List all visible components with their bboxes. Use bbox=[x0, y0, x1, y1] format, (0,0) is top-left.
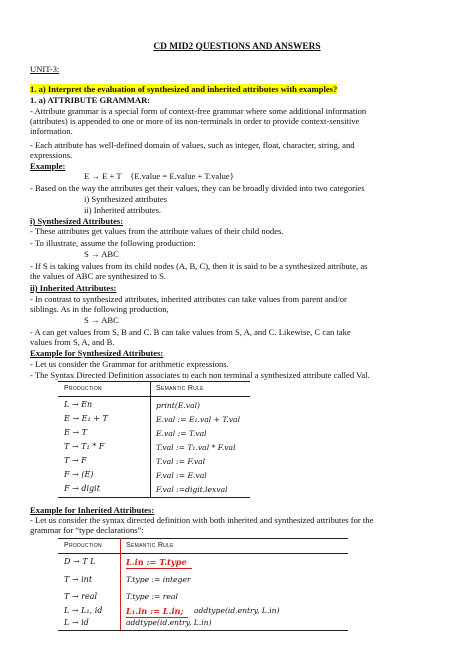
table1-row3-rule: E.val := T.val bbox=[156, 429, 207, 438]
question-text bbox=[30, 84, 337, 94]
para1-line2: (attributes) is appended to one or more of its non-terminals in order to provide context-sensitive bbox=[30, 116, 360, 126]
table1-top-rule bbox=[58, 381, 250, 382]
table2-header-rule: Semantic Rule bbox=[126, 542, 174, 549]
table1-row1-production: L → En bbox=[64, 400, 93, 409]
table2-row2-rule: T.type := integer bbox=[126, 575, 191, 584]
table2-row2-production: T → int bbox=[64, 575, 93, 584]
para2-line1: - Each attribute has well-defined domain of values, such as integer, float, character, string, and bbox=[30, 140, 355, 150]
inherited-production: S → ABC bbox=[84, 315, 119, 325]
inherited-p2-line1: - A can get values from S, B and C. B can take values from S, A, and C. Likewise, C can take bbox=[30, 327, 351, 337]
example-inherited-heading: Example for Inherited Attributes: bbox=[30, 505, 155, 515]
synthesized-production: S → ABC bbox=[84, 249, 119, 259]
example-production: E → E + T {E.value = E.value + T.value} bbox=[84, 171, 234, 181]
table2-row5-rule: addtype(id.entry, L.in) bbox=[126, 618, 212, 627]
table1-row7-rule: F.val :=digit.lexval bbox=[156, 485, 228, 494]
question-highlight: 1. a) Interpret the evaluation of synthesized and inherited attributes with examples? bbox=[30, 84, 338, 94]
unit-heading: UNIT-3: bbox=[30, 64, 60, 74]
inherited-p1-line2: siblings. As in the following production, bbox=[30, 304, 169, 314]
category-synthesized: i) Synthesized attributes bbox=[84, 194, 168, 204]
table2-row4-production: L → L₁, id bbox=[64, 606, 103, 615]
para1-line3: information. bbox=[30, 126, 73, 136]
table1-column-divider bbox=[150, 381, 151, 497]
table1-row5-rule: T.val := F.val bbox=[156, 457, 206, 466]
para1-line1: - Attribute grammar is a special form of context-free grammar where some additional information bbox=[30, 106, 367, 116]
table2-row1-underline bbox=[126, 568, 192, 569]
table1-row1-rule: print(E.val) bbox=[156, 401, 200, 410]
synthesized-p3-line2: the values of ABC are synthesized to S. bbox=[30, 271, 167, 281]
table1-header-production: Production bbox=[64, 385, 102, 392]
table1-row7-production: F → digit bbox=[64, 484, 100, 493]
synthesized-p2: - To illustrate, assume the following production: bbox=[30, 238, 196, 248]
table2-row1-rule: L.in := T.type bbox=[126, 557, 187, 567]
table1-header-rule-line bbox=[58, 396, 250, 397]
section-heading-attribute-grammar: 1. a) ATTRIBUTE GRAMMAR: bbox=[30, 95, 151, 105]
table1-row2-production: E → E₁ + T bbox=[64, 414, 108, 423]
table2-column-divider bbox=[120, 538, 121, 630]
table1-bottom-rule bbox=[58, 497, 250, 498]
inherited-heading: ii) Inherited Attributes: bbox=[30, 283, 117, 293]
example-inherited-p1-line2: grammar for “type declarations”: bbox=[30, 525, 144, 535]
synthesized-p3-line1: - If S is taking values from its child nodes (A, B, C), then it is said to be a synthesized attribute, as bbox=[30, 261, 368, 271]
table1-row6-production: F → (E) bbox=[64, 470, 94, 479]
table1-row3-production: E → T bbox=[64, 428, 87, 437]
example-synthesized-p2: - The Syntax Directed Definition associates to each non terminal a synthesized attribute called Val. bbox=[30, 370, 370, 380]
table2-row5-production: L → id bbox=[64, 618, 89, 627]
table2-row3-production: T → real bbox=[64, 592, 98, 601]
para2-line2: expressions. bbox=[30, 150, 73, 160]
table2-row4-rule: L₁.in := L.in; bbox=[126, 606, 184, 616]
table2-header-rule-line bbox=[58, 553, 348, 554]
example-synthesized-heading: Example for Synthesized Attributes: bbox=[30, 348, 164, 358]
example-inherited-p1-line1: - Let us consider the syntax directed definition with both inherited and synthesized attributes for the bbox=[30, 515, 374, 525]
table1-row5-production: T → F bbox=[64, 456, 87, 465]
table2-bottom-rule bbox=[58, 630, 348, 631]
table1-row4-production: T → T₁ * F bbox=[64, 442, 105, 451]
category-inherited: ii) Inherited attributes. bbox=[84, 205, 162, 215]
table2-row3-rule: T.type := real bbox=[126, 592, 178, 601]
table1-row4-rule: T.val := T₁.val * F.val bbox=[156, 443, 236, 452]
table1-row2-rule: E.val := E₁.val + T.val bbox=[156, 415, 240, 424]
table1-row6-rule: F.val := E.val bbox=[156, 471, 207, 480]
table2-row4-rule-extra: addtype(id.entry, L.in) bbox=[194, 606, 280, 615]
inherited-p2-line2: values from S, A, and B. bbox=[30, 337, 115, 347]
table2-top-rule bbox=[58, 538, 348, 539]
para3: - Based on the way the attributes get their values, they can be broadly divided into two categories bbox=[30, 183, 365, 193]
page-title: CD MID2 QUESTIONS AND ANSWERS bbox=[153, 42, 321, 52]
table1-header-rule: Semantic Rule bbox=[156, 385, 204, 392]
example-synthesized-p1: - Let us consider the Grammar for arithmetic expressions. bbox=[30, 359, 229, 369]
inherited-p1-line1: - In contrast to synthesized attributes, inherited attributes can take values from parent and/or bbox=[30, 294, 347, 304]
synthesized-p1: - These attributes get values from the attribute values of their child nodes. bbox=[30, 226, 284, 236]
example-heading: Example: bbox=[30, 161, 66, 171]
synthesized-heading: i) Synthesized Attributes: bbox=[30, 216, 124, 226]
table2-header-production: Production bbox=[64, 542, 102, 549]
table2-row1-production: D → T L bbox=[64, 557, 96, 566]
